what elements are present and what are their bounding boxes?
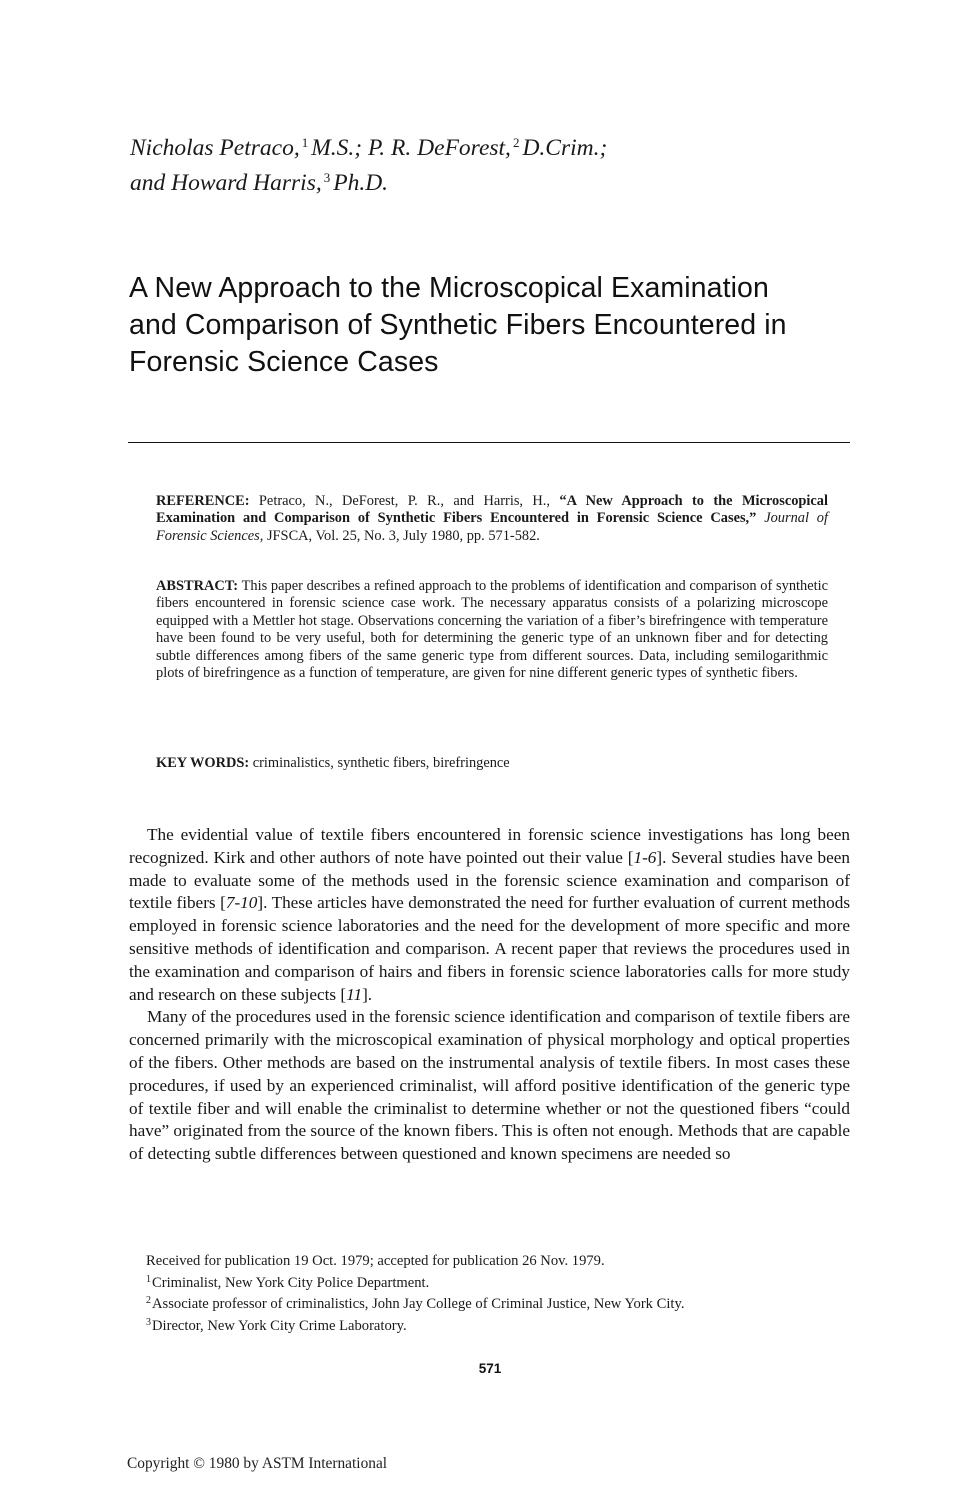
footnote-3 bbox=[146, 1314, 846, 1336]
title-divider bbox=[128, 442, 850, 443]
citation: 7-10 bbox=[225, 893, 258, 913]
copyright-notice: Copyright © 1980 by ASTM International bbox=[127, 1455, 388, 1472]
footnote-2 bbox=[146, 1292, 846, 1314]
keywords-block bbox=[156, 755, 828, 772]
abstract-label: ABSTRACT: bbox=[156, 578, 239, 594]
reference-authors: Petraco, N., DeForest, P. R., and Harris, H., bbox=[249, 493, 560, 509]
paragraph-text: ]. Several studies have been made to evaluate some of the methods used in the forensic science examination and comparison of textile fibers [ bbox=[129, 847, 850, 913]
paper-title bbox=[129, 270, 889, 381]
footnote-marker: 1 bbox=[301, 135, 309, 150]
title-line: Forensic Science Cases bbox=[129, 346, 439, 378]
paragraph-text: ]. These articles have demonstrated the need for further evaluation of current methods employed in forensic science laboratories and the need for the development of more specific and more sensitive methods of identification and comparison. A recent paper that reviews the procedures used in the examination and comparison of hairs and fibers in forensic science laboratories calls for more study and research on these subjects [ bbox=[129, 893, 851, 1004]
author-degree: M.S.; bbox=[311, 135, 363, 161]
paragraph-text: ]. bbox=[362, 984, 373, 1004]
paragraph-text: The evidential value of textile fibers encountered in forensic science investigations has long been recognized. Kirk and other authors of note have pointed out their value [ bbox=[129, 825, 850, 867]
reference-block bbox=[156, 493, 828, 545]
author-line-2 bbox=[130, 163, 830, 198]
keywords-text: criminalistics, synthetic fibers, birefringence bbox=[249, 755, 510, 771]
footnote-marker: 2 bbox=[512, 135, 520, 150]
reference-journal: Journal of Forensic Sciences, bbox=[156, 510, 829, 544]
footnote-marker: 1 bbox=[146, 1273, 151, 1285]
footnote-marker: 3 bbox=[146, 1316, 151, 1328]
received-note: Received for publication 19 Oct. 1979; accepted for publication 26 Nov. 1979. bbox=[146, 1253, 605, 1269]
page-number: 571 bbox=[478, 1361, 502, 1376]
author-degree: Ph.D. bbox=[333, 170, 389, 196]
paragraph-2: Many of the procedures used in the forensic science identification and comparison of textile fibers are concerned primarily with the microscopical examination of physical morphology and optical properties of the fibers. Other methods are based on the instrumental analysis of textile fibers. In most cases these procedures, if used by an experienced criminalist, will afford positive identification of the generic type of textile fiber and will enable the criminalist to determine whether or not the questioned fibers “could have” originated from the source of the known fibers. This is often not enough. Methods that are capable of detecting subtle differences between questioned and known specimens are needed so bbox=[129, 1007, 850, 1164]
footnote-text: Associate professor of criminalistics, John Jay College of Criminal Justice, New York City. bbox=[152, 1296, 685, 1313]
reference-details: JFSCA, Vol. 25, No. 3, July 1980, pp. 571-582. bbox=[263, 527, 540, 544]
author-line-1 bbox=[130, 128, 830, 163]
author-list bbox=[130, 128, 830, 198]
paragraph-1 bbox=[129, 824, 850, 1006]
footnote-text: Director, New York City Crime Laboratory. bbox=[152, 1317, 407, 1334]
reference-label: REFERENCE: bbox=[156, 493, 250, 509]
author-name: Nicholas Petraco, bbox=[130, 135, 300, 161]
footnotes bbox=[146, 1253, 846, 1335]
author-name: P. R. DeForest, bbox=[367, 135, 511, 161]
footnote-marker: 3 bbox=[323, 170, 331, 185]
citation: 1-6 bbox=[633, 847, 657, 867]
citation: 11 bbox=[346, 984, 363, 1004]
keywords-label: KEY WORDS: bbox=[156, 755, 250, 771]
title-line: A New Approach to the Microscopical Examination bbox=[129, 272, 769, 304]
footnote-1 bbox=[146, 1271, 846, 1293]
footnote-text: Criminalist, New York City Police Department. bbox=[152, 1274, 430, 1291]
title-line: and Comparison of Synthetic Fibers Encountered in bbox=[129, 309, 787, 341]
abstract-block bbox=[156, 578, 828, 682]
abstract-text: This paper describes a refined approach to the problems of identification and comparison of synthetic fibers encountered in forensic science case work. The necessary apparatus consists of a polarizing microscope equipped with a Mettler hot stage. Observations concerning the variation of a fiber’s birefringence with temperature have been found to be very useful, both for determining the generic type of an unknown fiber and for detecting subtle differences among fibers of the same generic type from different sources. Data, including semilogarithmic plots of birefringence as a function of temperature, are given for nine different generic types of synthetic fibers. bbox=[156, 578, 828, 682]
author-degree: D.Crim.; bbox=[522, 135, 608, 161]
reference-article-title: “A New Approach to the Microscopical Examination and Comparison of Synthetic Fibers Encountered in Forensic Science Cases,” bbox=[156, 493, 828, 527]
body-text bbox=[129, 824, 850, 1166]
footnote-marker: 2 bbox=[146, 1295, 151, 1307]
author-name: and Howard Harris, bbox=[130, 170, 322, 196]
